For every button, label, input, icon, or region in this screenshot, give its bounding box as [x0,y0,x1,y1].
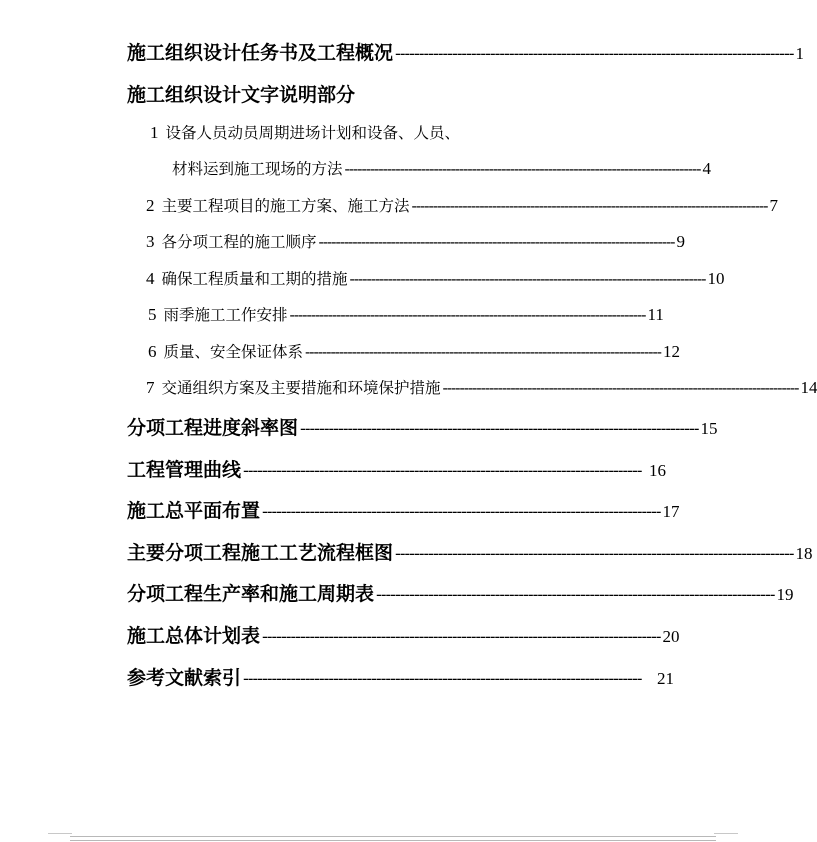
toc-leader: ------------------------------------------------------------------------------------ [411,197,768,215]
toc-entry [127,621,680,648]
toc-entry-label: 雨季施工工作安排 [163,306,288,324]
toc-page-number: 21 [657,669,674,688]
toc-entry-label: 施工组织设计任务书及工程概况 [127,42,394,64]
toc-page-number: 10 [707,269,725,288]
toc-page-number: 16 [649,461,666,480]
toc-subentry-number: 1 [150,123,159,142]
toc-subentry [146,376,817,398]
toc-leader: ------------------------------------------------------------------------------------ [243,669,642,689]
toc-leader: ------------------------------------------------------------------------------------ [376,585,775,605]
toc-subentry [148,303,662,325]
toc-entry-label: 工程管理曲线 [127,459,242,481]
toc-entry-label: 分项工程进度斜率图 [127,417,299,439]
page-edge-left [48,833,72,834]
toc-subentry-number: 2 [146,196,155,215]
toc-subentry-number: 5 [148,305,157,324]
toc-page-number: 4 [702,159,711,178]
toc-leader: ------------------------------------------------------------------------------------ [442,379,799,397]
toc-leader: ------------------------------------------------------------------------------------ [262,502,661,522]
toc-leader: ------------------------------------------------------------------------------------ [289,306,646,324]
toc-entry-label: 主要分项工程施工工艺流程框图 [127,542,394,564]
toc-subentry-number: 4 [146,269,155,288]
toc-entry-label: 交通组织方案及主要措施和环境保护措施 [161,379,441,397]
toc-leader: ------------------------------------------------------------------------------------ [395,44,794,64]
toc-entry-label: 施工总体计划表 [127,625,261,647]
toc-section-heading [127,80,355,107]
toc-subentry-number: 6 [148,342,157,361]
toc-entry [127,413,718,440]
toc-entry-label: 施工总平面布置 [127,500,261,522]
toc-entry [127,496,680,523]
toc-leader: ------------------------------------------------------------------------------------ [305,343,661,361]
page-edge-right [714,833,738,834]
toc-entry-label: 施工组织设计文字说明部分 [127,84,356,106]
toc-subentry [146,267,725,289]
toc-entry [127,38,805,65]
toc-entry-label: 材料运到施工现场的方法 [172,160,343,178]
toc-leader: ------------------------------------------------------------------------------------ [300,419,699,439]
toc-page-number: 1 [795,44,805,63]
toc-entry-label: 各分项工程的施工顺序 [161,233,317,251]
toc-page-number: 15 [700,419,718,438]
toc-page-number: 17 [662,502,680,521]
toc-leader: ------------------------------------------------------------------------------------ [395,544,794,564]
page-bottom-divider [70,836,716,841]
toc-leader: ------------------------------------------------------------------------------------ [262,627,661,647]
toc-entry [127,663,674,690]
toc-page-number: 7 [769,196,778,215]
toc-leader: ------------------------------------------------------------------------------------ [349,270,706,288]
toc-page-number: 20 [662,627,680,646]
toc-page-number: 9 [676,232,685,251]
toc-page-number: 14 [800,378,817,397]
toc-subentry [148,340,680,362]
toc-entry-label: 质量、安全保证体系 [163,343,304,361]
toc-entry-label: 分项工程生产率和施工周期表 [127,583,375,605]
toc-leader: ------------------------------------------------------------------------------------ [243,461,642,481]
toc-subentry-continuation [172,157,711,179]
toc-page-number: 11 [647,305,664,324]
toc-entry-label: 设备人员动员周期进场计划和设备、人员、 [165,124,461,142]
toc-page-number: 12 [662,342,680,361]
toc-subentry [150,121,460,143]
toc-page-number: 19 [776,585,794,604]
toc-leader: ------------------------------------------------------------------------------------ [318,233,675,251]
toc-entry [127,579,794,606]
toc-entry-label: 确保工程质量和工期的措施 [161,270,348,288]
toc-subentry-number: 7 [146,378,155,397]
toc-leader: ------------------------------------------------------------------------------------ [344,160,701,178]
toc-entry [127,538,813,565]
toc-subentry-number: 3 [146,232,155,251]
toc-subentry [146,230,685,252]
toc-entry [127,455,666,482]
toc-page-number: 18 [795,544,813,563]
toc-entry-label: 参考文献索引 [127,667,242,689]
toc-entry-label: 主要工程项目的施工方案、施工方法 [161,197,410,215]
toc-subentry [146,194,778,216]
